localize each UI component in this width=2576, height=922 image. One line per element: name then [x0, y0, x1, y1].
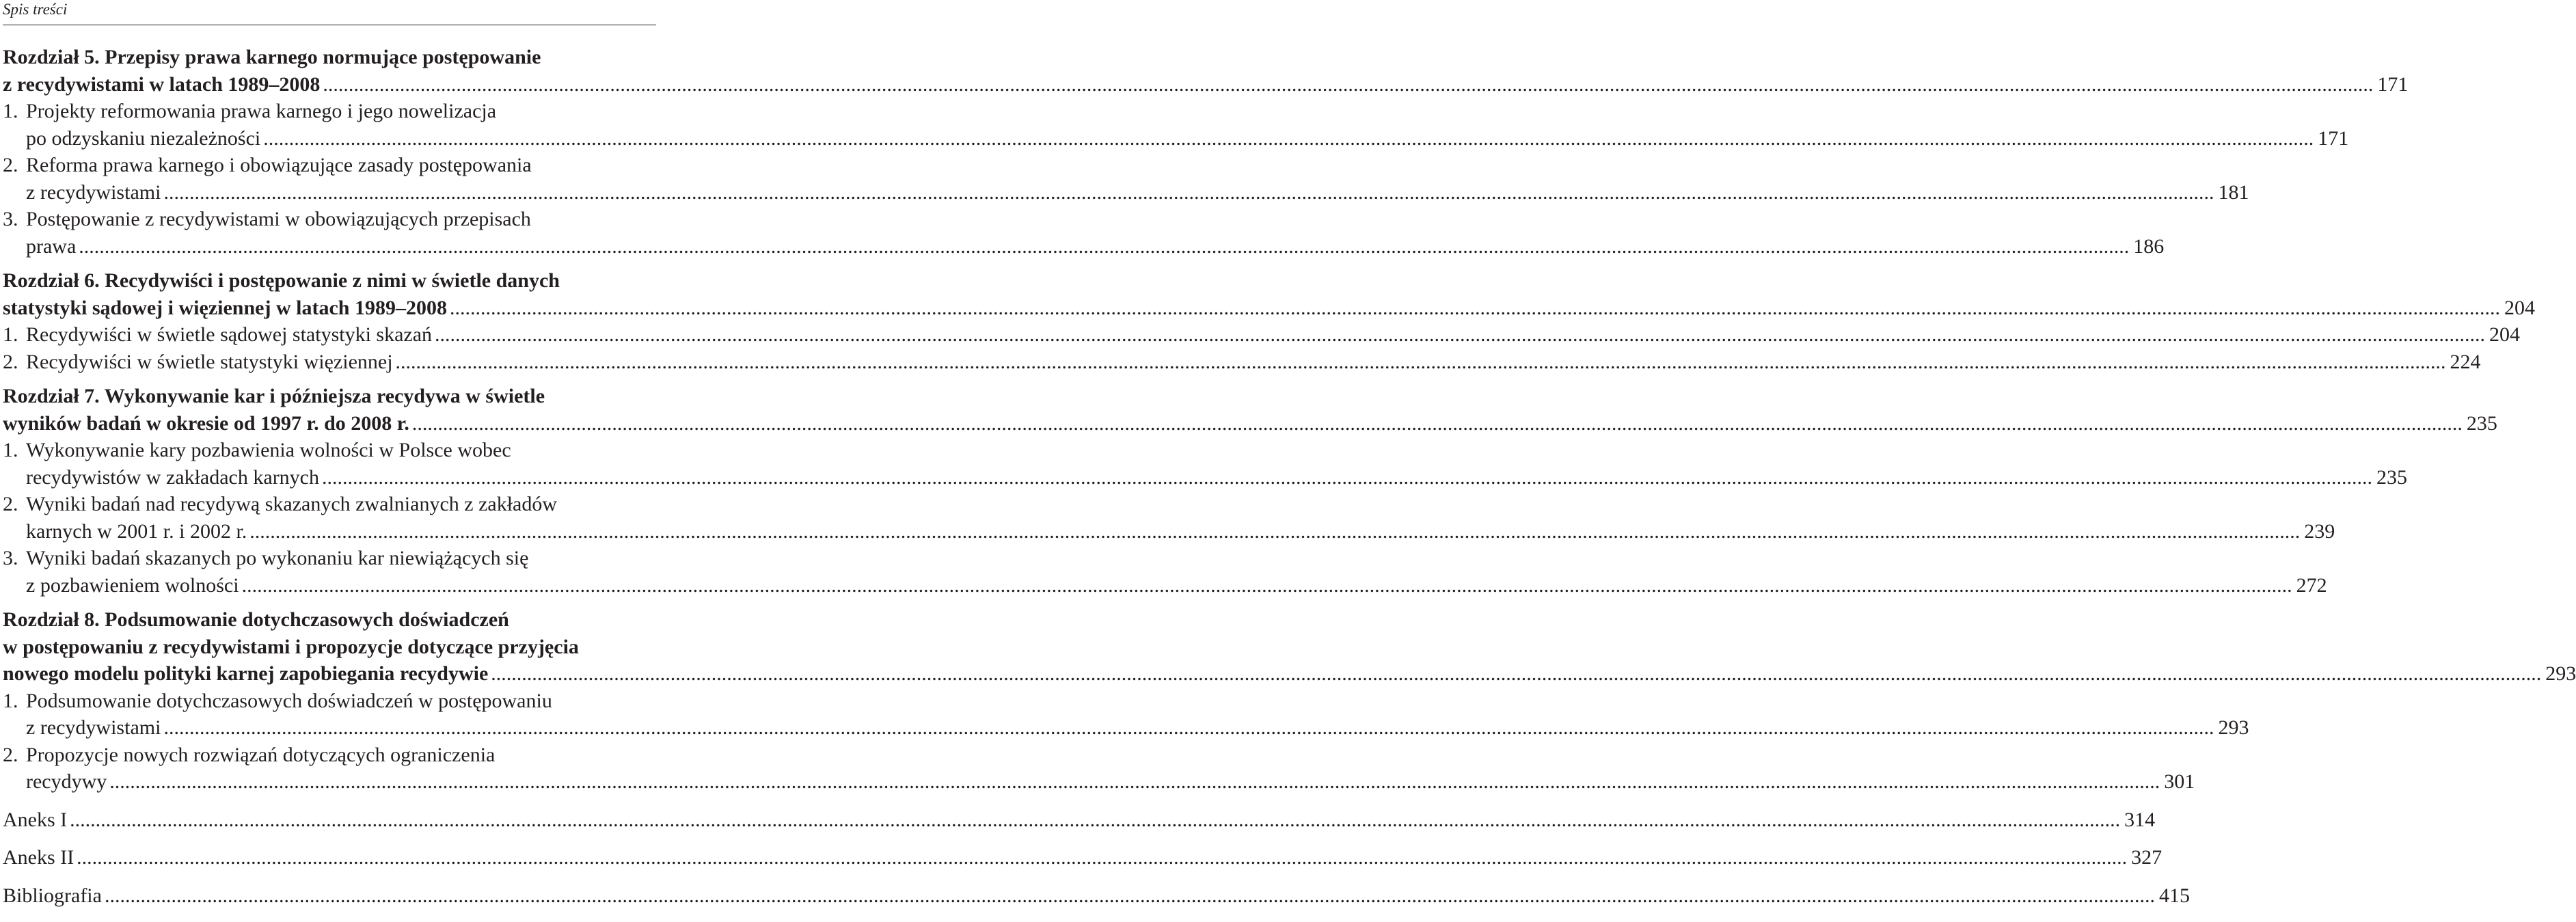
toc-entry-title: [3, 349, 393, 376]
toc-page-number: 327: [2131, 846, 2163, 869]
toc-entry-text: z pozbawieniem wolności: [26, 573, 239, 597]
toc-entry-text: Reforma prawa karnego i obowiązujące zasady postępowania: [26, 154, 532, 176]
toc-subsection-entry[interactable]: [3, 349, 2481, 376]
toc-entry-line: [3, 882, 2190, 910]
toc-entry-title: [3, 154, 532, 176]
toc-entry-number: 1.: [3, 439, 18, 461]
toc-entry-text: Projekty reformowania prawa karnego i jego nowelizacja: [26, 100, 497, 122]
toc-entry-title: [3, 844, 74, 871]
toc-entry-text: Rozdział 6. Recydywiści i postępowanie z nimi w świetle danych: [3, 269, 560, 292]
toc-entry-line: [3, 572, 2327, 599]
toc-entry-text: Aneks I: [3, 808, 68, 831]
toc-entry-text: z recydywistami: [26, 716, 161, 739]
toc-page-number: 186: [2133, 234, 2165, 258]
toc-entry-text: Postępowanie z recydywistami w obowiązujących przepisach: [26, 208, 531, 230]
toc-entry-title: [3, 608, 509, 631]
toc-page-number: 235: [2466, 411, 2497, 435]
toc-entry-number: 2.: [3, 493, 18, 515]
toc-entry-text: z recydywistami: [26, 180, 161, 204]
toc-entry-title: [3, 806, 67, 834]
toc-entry-line: [3, 179, 2249, 206]
toc-entry-title: [3, 744, 495, 766]
toc-entry-text: recydywy: [26, 770, 107, 793]
toc-entry-line: [3, 714, 2249, 742]
toc-chapter-entry[interactable]: [3, 267, 2535, 321]
toc-page-number: 415: [2158, 884, 2190, 907]
toc-page-number: 293: [2218, 716, 2249, 739]
dot-leader: ................................................................................................................................................................................................................................................................................................................................................................................................................: [104, 884, 2155, 907]
toc-subsection-entry[interactable]: [3, 98, 2349, 152]
toc-entry-title: [3, 269, 560, 292]
toc-entry-number: 1.: [3, 689, 18, 712]
dot-leader: ................................................................................................................................................................................................................................................................................................................................................................................................................: [79, 234, 2130, 258]
toc-entry-text: wyników badań w okresie od 1997 r. do 2008 r.: [3, 411, 409, 435]
dot-leader: ................................................................................................................................................................................................................................................................................................................................................................................................................: [411, 411, 2463, 435]
toc-entry-title: [26, 179, 161, 206]
toc-entry-text: Wyniki badań skazanych po wykonaniu kar niewiążących się: [26, 547, 529, 569]
toc-entry-text: po odzyskaniu niezależności: [26, 126, 261, 150]
toc-page-number: 171: [2377, 72, 2409, 96]
toc-chapter-entry[interactable]: [3, 44, 2409, 98]
toc-entry-line: [3, 545, 655, 572]
toc-entry-line: [3, 410, 2497, 437]
dot-leader: ................................................................................................................................................................................................................................................................................................................................................................................................................: [323, 72, 2374, 96]
toc-entry-text: Rozdział 5. Przepisy prawa karnego normujące postępowanie: [3, 46, 541, 68]
toc-entry-title: [26, 125, 260, 152]
toc-entry-line: [3, 768, 2195, 796]
toc-subsection-entry[interactable]: [3, 437, 2407, 491]
toc-entry-line: [3, 98, 655, 125]
toc-entry-text: Bibliografia: [3, 884, 102, 907]
toc-entry-title: [3, 46, 541, 68]
dot-leader: ................................................................................................................................................................................................................................................................................................................................................................................................................: [77, 846, 2128, 869]
toc-entry-line: [3, 206, 655, 233]
toc-page-number: 224: [2450, 350, 2481, 373]
toc-entry-text: Rozdział 8. Podsumowanie dotychczasowych doświadczeń: [3, 608, 509, 631]
dot-leader: ................................................................................................................................................................................................................................................................................................................................................................................................................: [163, 180, 2214, 204]
toc-entry-title: [3, 690, 552, 712]
toc-entry-text: prawa: [26, 234, 77, 258]
toc-entry-title: [26, 768, 107, 796]
dot-leader: ................................................................................................................................................................................................................................................................................................................................................................................................................: [249, 519, 2301, 543]
toc-entry-line: [3, 742, 655, 769]
toc-entry-title: [3, 882, 102, 910]
toc-entry-text: z recydywistami w latach 1989–2008: [3, 72, 321, 96]
dot-leader: ................................................................................................................................................................................................................................................................................................................................................................................................................: [241, 573, 2292, 597]
toc-entry-title: [3, 100, 496, 122]
toc-entry-text: statystyki sądowej i więziennej w latach 1989–2008: [3, 296, 447, 319]
toc-entry-text: w postępowaniu z recydywistami i propozycje dotyczące przyjęcia: [3, 635, 579, 658]
dot-leader: ................................................................................................................................................................................................................................................................................................................................................................................................................: [109, 770, 2160, 793]
toc-entry-title: [3, 410, 409, 437]
toc-entry-line: [3, 806, 2156, 834]
toc-entry-line: [3, 233, 2165, 260]
toc-entry-title: [3, 295, 447, 322]
toc-entry-text: Rozdział 7. Wykonywanie kar i późniejsza recydywa w świetle: [3, 385, 545, 407]
toc-entry-title: [26, 233, 76, 260]
toc-page-number: 181: [2218, 180, 2249, 204]
toc-subsection-entry[interactable]: [3, 152, 2249, 206]
toc-entry-line: [3, 688, 655, 715]
toc-entry-line: [3, 464, 2407, 491]
toc-entry-text: nowego modelu polityki karnej zapobiegania recydywie: [3, 662, 489, 685]
toc-entry-line: [3, 606, 655, 634]
toc-page-number: 204: [2504, 296, 2535, 319]
toc-subsection-entry[interactable]: [3, 321, 2521, 349]
toc-entry-number: 3.: [3, 208, 18, 230]
toc-appendix-entry[interactable]: [3, 806, 2156, 834]
toc-entry-title: [26, 518, 247, 545]
toc-entry-text: karnych w 2001 r. i 2002 r.: [26, 519, 247, 543]
toc-entry-text: Podsumowanie dotychczasowych doświadczeń w postępowaniu: [26, 689, 552, 712]
toc-entry-title: [3, 439, 511, 461]
toc-entry-title: [3, 493, 557, 515]
running-head: Spis treści: [3, 1, 68, 18]
dot-leader: ................................................................................................................................................................................................................................................................................................................................................................................................................: [449, 296, 2500, 319]
toc-entry-title: [3, 321, 432, 349]
toc-entry-title: [3, 636, 579, 658]
toc-page-number: 239: [2304, 519, 2335, 543]
toc-entry-line: [3, 44, 655, 71]
toc-page-number: 293: [2545, 662, 2576, 685]
toc-entry-title: [26, 464, 319, 491]
table-of-contents: [3, 44, 2576, 909]
dot-leader: ................................................................................................................................................................................................................................................................................................................................................................................................................: [395, 350, 2446, 373]
toc-page-number: 301: [2164, 770, 2195, 793]
toc-entry-line: [3, 491, 655, 518]
toc-entry-text: Recydywiści w świetle sądowej statystyki skazań: [26, 323, 433, 346]
toc-subsection-entry[interactable]: [3, 688, 2249, 742]
dot-leader: ................................................................................................................................................................................................................................................................................................................................................................................................................: [263, 126, 2314, 150]
toc-page-number: 272: [2296, 573, 2327, 597]
toc-page-number: 171: [2318, 126, 2349, 150]
dot-leader: ................................................................................................................................................................................................................................................................................................................................................................................................................: [70, 808, 2121, 831]
toc-entry-text: Aneks II: [3, 846, 74, 869]
toc-entry-line: [3, 383, 655, 410]
toc-entry-line: [3, 349, 2481, 376]
toc-page-number: 204: [2489, 323, 2521, 346]
dot-leader: ................................................................................................................................................................................................................................................................................................................................................................................................................: [322, 465, 2372, 489]
toc-chapter-entry[interactable]: [3, 383, 2497, 437]
toc-entry-title: [26, 714, 161, 742]
toc-appendix-entry[interactable]: [3, 882, 2190, 910]
toc-entry-line: [3, 437, 655, 464]
toc-entry-title: [26, 572, 239, 599]
toc-entry-line: [3, 660, 2576, 688]
toc-entry-text: Recydywiści w świetle statystyki więziennej: [26, 350, 393, 373]
toc-page-number: 314: [2124, 808, 2156, 831]
toc-entry-text: Propozycje nowych rozwiązań dotyczących ograniczenia: [26, 743, 496, 766]
dot-leader: ................................................................................................................................................................................................................................................................................................................................................................................................................: [435, 323, 2486, 346]
toc-entry-number: 2.: [3, 743, 18, 766]
toc-entry-line: [3, 125, 2349, 152]
toc-subsection-entry[interactable]: [3, 491, 2335, 545]
dot-leader: ................................................................................................................................................................................................................................................................................................................................................................................................................: [163, 716, 2214, 739]
toc-entry-number: 3.: [3, 547, 18, 569]
toc-appendix-entry[interactable]: [3, 844, 2163, 871]
toc-entry-title: [3, 71, 320, 98]
toc-entry-number: 2.: [3, 350, 18, 373]
toc-entry-line: [3, 634, 655, 661]
toc-subsection-entry[interactable]: [3, 206, 2165, 260]
toc-page-number: 235: [2376, 465, 2407, 489]
toc-entry-line: [3, 844, 2163, 871]
dot-leader: ................................................................................................................................................................................................................................................................................................................................................................................................................: [491, 662, 2542, 685]
toc-entry-line: [3, 267, 655, 295]
toc-entry-line: [3, 518, 2335, 545]
toc-subsection-entry[interactable]: [3, 742, 2195, 796]
toc-chapter-entry[interactable]: [3, 606, 2576, 688]
toc-entry-title: [3, 547, 528, 569]
toc-entry-text: Wyniki badań nad recydywą skazanych zwalnianych z zakładów: [26, 493, 558, 515]
toc-entry-number: 2.: [3, 154, 18, 176]
toc-entry-title: [3, 660, 488, 688]
toc-entry-text: recydywistów w zakładach karnych: [26, 465, 319, 489]
toc-entry-line: [3, 152, 655, 179]
toc-entry-text: Wykonywanie kary pozbawienia wolności w Polsce wobec: [26, 439, 511, 461]
toc-entry-number: 1.: [3, 323, 18, 346]
toc-entry-line: [3, 71, 2409, 98]
toc-entry-title: [3, 385, 545, 407]
toc-entry-line: [3, 321, 2521, 349]
toc-entry-title: [3, 208, 531, 230]
toc-entry-line: [3, 295, 2535, 322]
toc-entry-number: 1.: [3, 100, 18, 122]
toc-subsection-entry[interactable]: [3, 545, 2327, 599]
